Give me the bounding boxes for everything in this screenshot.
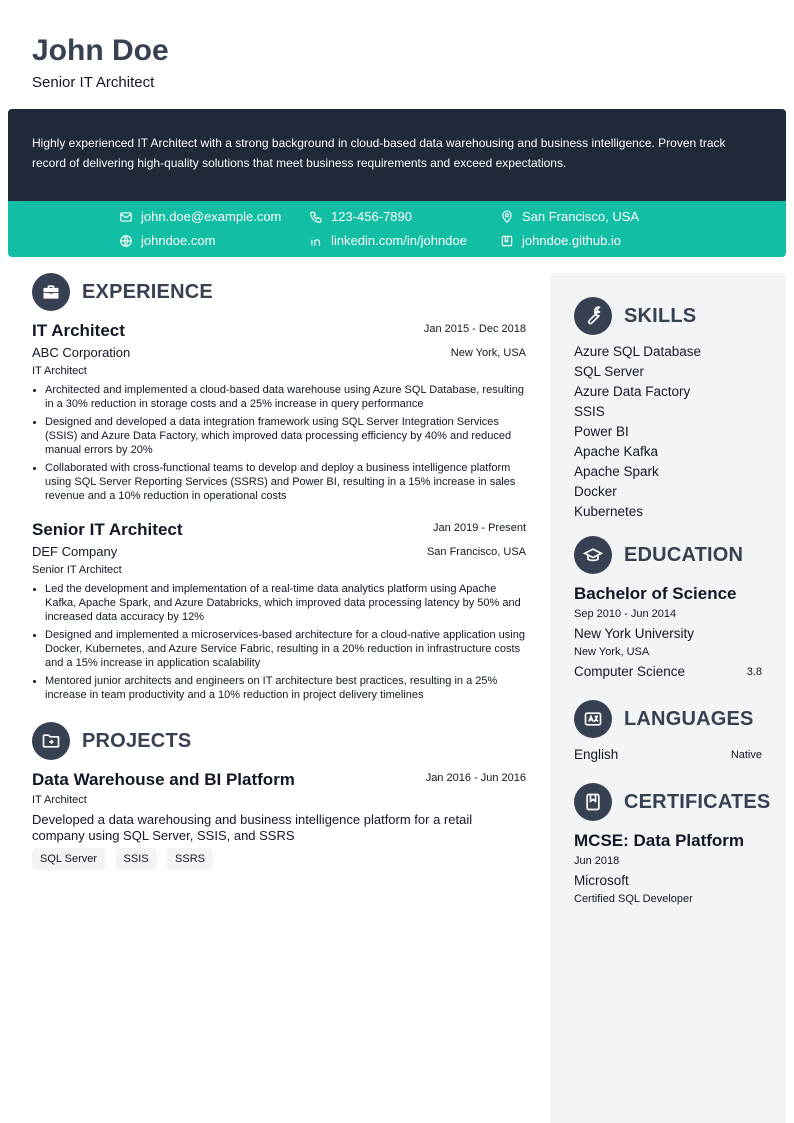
skills-list bbox=[574, 342, 701, 522]
languages-title: LANGUAGES bbox=[624, 707, 754, 730]
education-title: EDUCATION bbox=[624, 543, 744, 566]
job-location: San Francisco, USA bbox=[426, 546, 526, 558]
list-item: Designed and developed a data integration framework using SQL Server Integration Services (SSIS) and Azure Data Factory, which improved data processing efficiency by 40% and reduced manual errors by 20% bbox=[32, 415, 526, 457]
project-description: Developed a data warehousing and business intelligence platform for a retail company using SQL Server, SSIS, and SSRS bbox=[32, 812, 473, 843]
job-dates: Jan 2015 - Dec 2018 bbox=[423, 323, 526, 335]
languages-heading bbox=[574, 700, 754, 738]
translate-icon bbox=[574, 700, 612, 738]
education-heading bbox=[574, 536, 743, 574]
language-name: English bbox=[574, 747, 619, 762]
certificates-heading bbox=[574, 783, 770, 821]
job-bullets bbox=[32, 383, 526, 507]
job-subtitle: Senior IT Architect bbox=[32, 564, 122, 576]
summary-panel bbox=[8, 109, 786, 201]
projects-heading bbox=[32, 722, 191, 760]
project-subtitle: IT Architect bbox=[32, 794, 87, 806]
experience-title: EXPERIENCE bbox=[82, 280, 213, 303]
list-item: Collaborated with cross-functional teams to develop and deploy a business intelligence platform using SQL Server Reporting Services (SSRS) and Power BI, resulting in a 15% increase in sales revenue and a 10% reduction in operational costs bbox=[32, 461, 526, 503]
briefcase-icon bbox=[32, 273, 70, 311]
github-icon bbox=[500, 234, 514, 248]
job-dates: Jan 2019 - Present bbox=[433, 522, 526, 534]
project-dates: Jan 2016 - Jun 2016 bbox=[425, 772, 526, 784]
mail-icon bbox=[119, 210, 133, 224]
skill-item: Apache Spark bbox=[574, 464, 659, 479]
graduation-cap-icon bbox=[574, 536, 612, 574]
skill-item: Power BI bbox=[574, 424, 629, 439]
job-title: IT Architect bbox=[32, 321, 125, 340]
pin-icon bbox=[500, 210, 514, 224]
projects-title: PROJECTS bbox=[82, 729, 192, 752]
certificate-detail: Certified SQL Developer bbox=[574, 893, 693, 905]
person-name: John Doe bbox=[32, 34, 169, 67]
gpa: 3.8 bbox=[746, 666, 762, 678]
education-dates: Sep 2010 - Jun 2014 bbox=[574, 608, 677, 620]
skill-item: Azure Data Factory bbox=[574, 384, 691, 399]
school: New York University bbox=[574, 626, 695, 641]
job-bullets bbox=[32, 582, 526, 706]
language-level: Native bbox=[730, 749, 762, 761]
phone-icon bbox=[309, 210, 323, 224]
certificate-issuer: Microsoft bbox=[574, 873, 629, 888]
tag: SSRS bbox=[167, 848, 213, 870]
tag: SSIS bbox=[116, 848, 157, 870]
contact-linkedin[interactable]: linkedin.com/in/johndoe bbox=[309, 233, 467, 248]
skills-heading bbox=[574, 297, 696, 335]
tag: SQL Server bbox=[32, 848, 105, 870]
linkedin-icon bbox=[309, 234, 323, 248]
certificates-title: CERTIFICATES bbox=[624, 790, 771, 813]
contact-phone[interactable]: 123-456-7890 bbox=[309, 209, 412, 224]
project-name: Data Warehouse and BI Platform bbox=[32, 770, 295, 789]
skill-item: Azure SQL Database bbox=[574, 344, 702, 359]
skill-item: Apache Kafka bbox=[574, 444, 659, 459]
skill-item: Kubernetes bbox=[574, 504, 644, 519]
certificate-icon bbox=[574, 783, 612, 821]
globe-icon bbox=[119, 234, 133, 248]
folder-icon bbox=[32, 722, 70, 760]
list-item: Designed and implemented a microservices-based architecture for a cloud-native application using Docker, Kubernetes, and Azure Service Fabric, resulting in a 20% reduction in infrastructure costs and a 15% increase in application scalability bbox=[32, 628, 526, 670]
list-item: Led the development and implementation of a real-time data analytics platform using Apache Kafka, Apache Spark, and Azure Databricks, which improved data processing latency by 50% and increased data accuracy by 12% bbox=[32, 582, 526, 624]
contact-github[interactable]: johndoe.github.io bbox=[500, 233, 621, 248]
contact-bar bbox=[8, 201, 786, 257]
certificate-name: MCSE: Data Platform bbox=[574, 831, 745, 850]
contact-website[interactable]: johndoe.com bbox=[119, 233, 215, 248]
contact-email[interactable]: john.doe@example.com bbox=[119, 209, 281, 224]
project-tags bbox=[32, 848, 219, 870]
degree: Bachelor of Science bbox=[574, 584, 737, 603]
contact-location: San Francisco, USA bbox=[500, 209, 639, 224]
experience-heading bbox=[32, 273, 213, 311]
skills-title: SKILLS bbox=[624, 304, 697, 327]
job-company: ABC Corporation bbox=[32, 345, 131, 360]
field-of-study: Computer Science bbox=[574, 664, 686, 679]
skill-item: SSIS bbox=[574, 404, 605, 419]
person-role: Senior IT Architect bbox=[32, 74, 155, 91]
list-item: Mentored junior architects and engineers on IT architecture best practices, resulting in a 25% increase in team productivity and a 10% reduction in project delivery timelines bbox=[32, 674, 526, 702]
job-title: Senior IT Architect bbox=[32, 520, 183, 539]
school-location: New York, USA bbox=[574, 646, 650, 658]
resume-header bbox=[32, 34, 169, 91]
wrench-icon bbox=[574, 297, 612, 335]
list-item: Architected and implemented a cloud-based data warehouse using Azure SQL Database, resulting in a 30% reduction in storage costs and a 25% increase in query performance bbox=[32, 383, 526, 411]
job-company: DEF Company bbox=[32, 544, 118, 559]
skill-item: SQL Server bbox=[574, 364, 645, 379]
job-subtitle: IT Architect bbox=[32, 365, 87, 377]
job-location: New York, USA bbox=[450, 347, 526, 359]
summary-text: Highly experienced IT Architect with a strong background in cloud-based data warehousing and business intelligence. Proven track record of delivering high-quality solutions that meet business requirements and exceed expectations. bbox=[32, 136, 726, 170]
skill-item: Docker bbox=[574, 484, 617, 499]
certificate-date: Jun 2018 bbox=[574, 855, 620, 867]
